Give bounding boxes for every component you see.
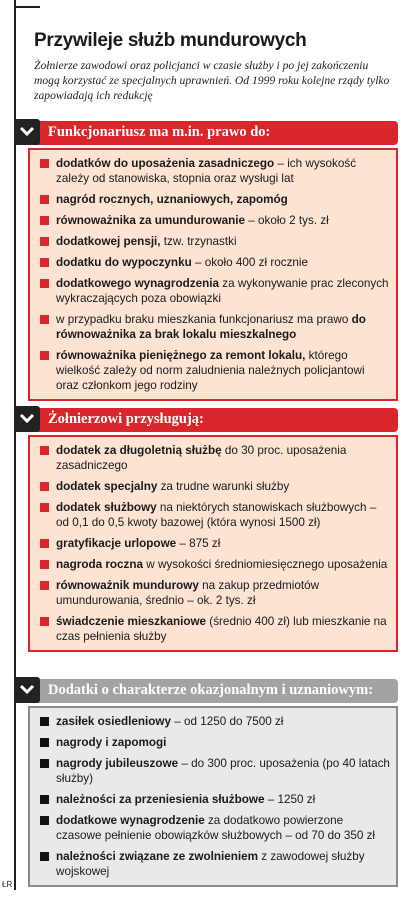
list-item <box>38 813 390 843</box>
bullet-square-icon <box>40 482 49 491</box>
list-item <box>38 557 390 572</box>
bullet-square-icon <box>40 795 49 804</box>
item-text: do 30 proc. uposażenia zasadniczego <box>56 444 347 472</box>
list-item <box>38 536 390 551</box>
item-text: na niektórych stanowiskach służbowych – od 0,1 do 0,5 kwoty bazowej (która wynosi 1500 zł) <box>56 501 377 529</box>
bullet-square-icon <box>40 738 49 747</box>
intro-text: Żołnierze zawodowi oraz policjanci w czasie służby i po jej zakończeniu mogą korzystać ze specjalnych uprawnień. Od 1999 roku kolejne rządy tylko zapowiadają ich redukcję <box>34 59 390 102</box>
item-bold: świadczenie mieszkaniowe <box>56 615 207 628</box>
section-title: Dodatki o charakterze okazjonalnym i uznaniowym: <box>48 682 374 698</box>
author-credit: ŁR <box>2 880 13 889</box>
item-text: – 875 zł <box>176 537 221 550</box>
list-item <box>38 614 390 644</box>
item-bold: nagrody i zapomogi <box>56 736 167 749</box>
item-bold: dodatek za długoletnią służbę <box>56 444 222 457</box>
item-text: – ich wysokość zależy od stanowiska, stopnia oraz wysługi lat <box>56 157 357 185</box>
list-item <box>38 792 390 807</box>
item-bold: dodatkowe wynagrodzenie <box>56 814 205 827</box>
list-item <box>38 443 390 473</box>
item-bold: gratyfikacje urlopowe <box>56 537 177 550</box>
bullet-square-icon <box>40 617 49 626</box>
bullet-square-icon <box>40 216 49 225</box>
item-bold: dodatkowego wynagrodzenia <box>56 277 219 290</box>
list-item <box>38 192 390 207</box>
item-text: w wysokości średniomiesięcznego uposażenia <box>143 558 388 571</box>
item-bold: nagrody jubileuszowe <box>56 757 179 770</box>
item-bold: nagród rocznych, uznaniowych, zapomóg <box>56 193 288 206</box>
list-item <box>38 735 390 750</box>
list-item <box>38 849 390 879</box>
bullet-square-icon <box>40 315 49 324</box>
item-text: za wykonywanie prac zleconych wykraczających poza obowiązki <box>56 277 389 305</box>
list-item <box>38 255 390 270</box>
bullet-square-icon <box>40 717 49 726</box>
item-text: – 1250 zł <box>264 793 316 806</box>
section-soldier-rights <box>20 408 398 652</box>
item-bold: należności za przeniesienia służbowe <box>56 793 265 806</box>
bullet-square-icon <box>40 258 49 267</box>
bullet-square-icon <box>40 159 49 168</box>
bullet-square-icon <box>40 351 49 360</box>
section-occasional-bonuses <box>20 679 398 887</box>
item-bold: dodatek specjalny <box>56 480 158 493</box>
bullet-square-icon <box>40 237 49 246</box>
item-text: z zawodowej służby wojskowej <box>56 850 365 878</box>
section-box <box>28 148 398 401</box>
item-text: – do 300 proc. uposażenia (po 40 latach służby) <box>56 757 390 785</box>
bullet-square-icon <box>40 759 49 768</box>
section-box <box>28 706 398 887</box>
item-text: w przypadku braku mieszkania funkcjonariusz ma prawo <box>56 313 352 326</box>
chevron-down-icon <box>14 406 40 432</box>
item-bold: do równoważnika za brak lokalu mieszkalnego <box>56 313 366 341</box>
bullet-square-icon <box>40 446 49 455</box>
list-item <box>38 756 390 786</box>
item-text: – około 2 tys. zł <box>244 214 329 227</box>
item-bold: równoważnika za umundurowanie <box>56 214 245 227</box>
item-bold: dodatkowej pensji, <box>56 235 161 248</box>
bullet-square-icon <box>40 195 49 204</box>
section-title: Żołnierzowi przysługują: <box>48 411 204 427</box>
item-text: za dodatkowo powierzone czasowe pełnienie obowiązków służbowych – od 70 do 350 zł <box>56 814 376 842</box>
list-item <box>38 348 390 393</box>
item-bold: nagroda roczna <box>56 558 144 571</box>
item-bold: zasiłek osiedleniowy <box>56 715 171 728</box>
page-title: Przywileje służb mundurowych <box>34 30 307 51</box>
section-header <box>20 121 398 145</box>
chevron-down-icon <box>14 119 40 145</box>
section-header <box>20 679 398 703</box>
list-item <box>38 714 390 729</box>
list-item <box>38 500 390 530</box>
item-text: – około 400 zł rocznie <box>191 256 309 269</box>
item-bold: równoważnik mundurowy <box>56 579 199 592</box>
list-item <box>38 479 390 494</box>
item-text: na zakup przedmiotów umundurowania, średnio – ok. 2 tys. zł <box>56 579 320 607</box>
bullet-square-icon <box>40 560 49 569</box>
item-text: za trudne warunki służby <box>157 480 290 493</box>
bullet-square-icon <box>40 852 49 861</box>
item-bold: równoważnika pieniężnego za remont lokalu, <box>56 349 306 362</box>
item-bold: dodatek służbowy <box>56 501 157 514</box>
item-text: (średnio 400 zł) lub mieszkanie na czas pełnienia służby <box>56 615 387 643</box>
list-item <box>38 156 390 186</box>
bullet-square-icon <box>40 581 49 590</box>
item-text: – od 1250 do 7500 zł <box>170 715 284 728</box>
bullet-square-icon <box>40 539 49 548</box>
list-item <box>38 312 390 342</box>
section-header <box>20 408 398 432</box>
section-title: Funkcjonariusz ma m.in. prawo do: <box>48 124 271 140</box>
item-bold: dodatku do wypoczynku <box>56 256 192 269</box>
bullet-square-icon <box>40 503 49 512</box>
section-box <box>28 435 398 652</box>
list-item <box>38 213 390 228</box>
item-bold: należności związane ze zwolnieniem <box>56 850 258 863</box>
bullet-square-icon <box>40 279 49 288</box>
list-item <box>38 276 390 306</box>
top-rule <box>14 6 40 8</box>
list-item <box>38 234 390 249</box>
item-text: tzw. trzynastki <box>160 235 237 248</box>
item-text: którego wielkość zależy od norm zaludnienia należnych policjantowi oraz członkom jego rodziny <box>56 349 365 392</box>
section-officer-rights <box>20 121 398 401</box>
list-item <box>38 578 390 608</box>
chevron-down-icon <box>14 677 40 703</box>
bullet-square-icon <box>40 816 49 825</box>
item-bold: dodatków do uposażenia zasadniczego <box>56 157 275 170</box>
